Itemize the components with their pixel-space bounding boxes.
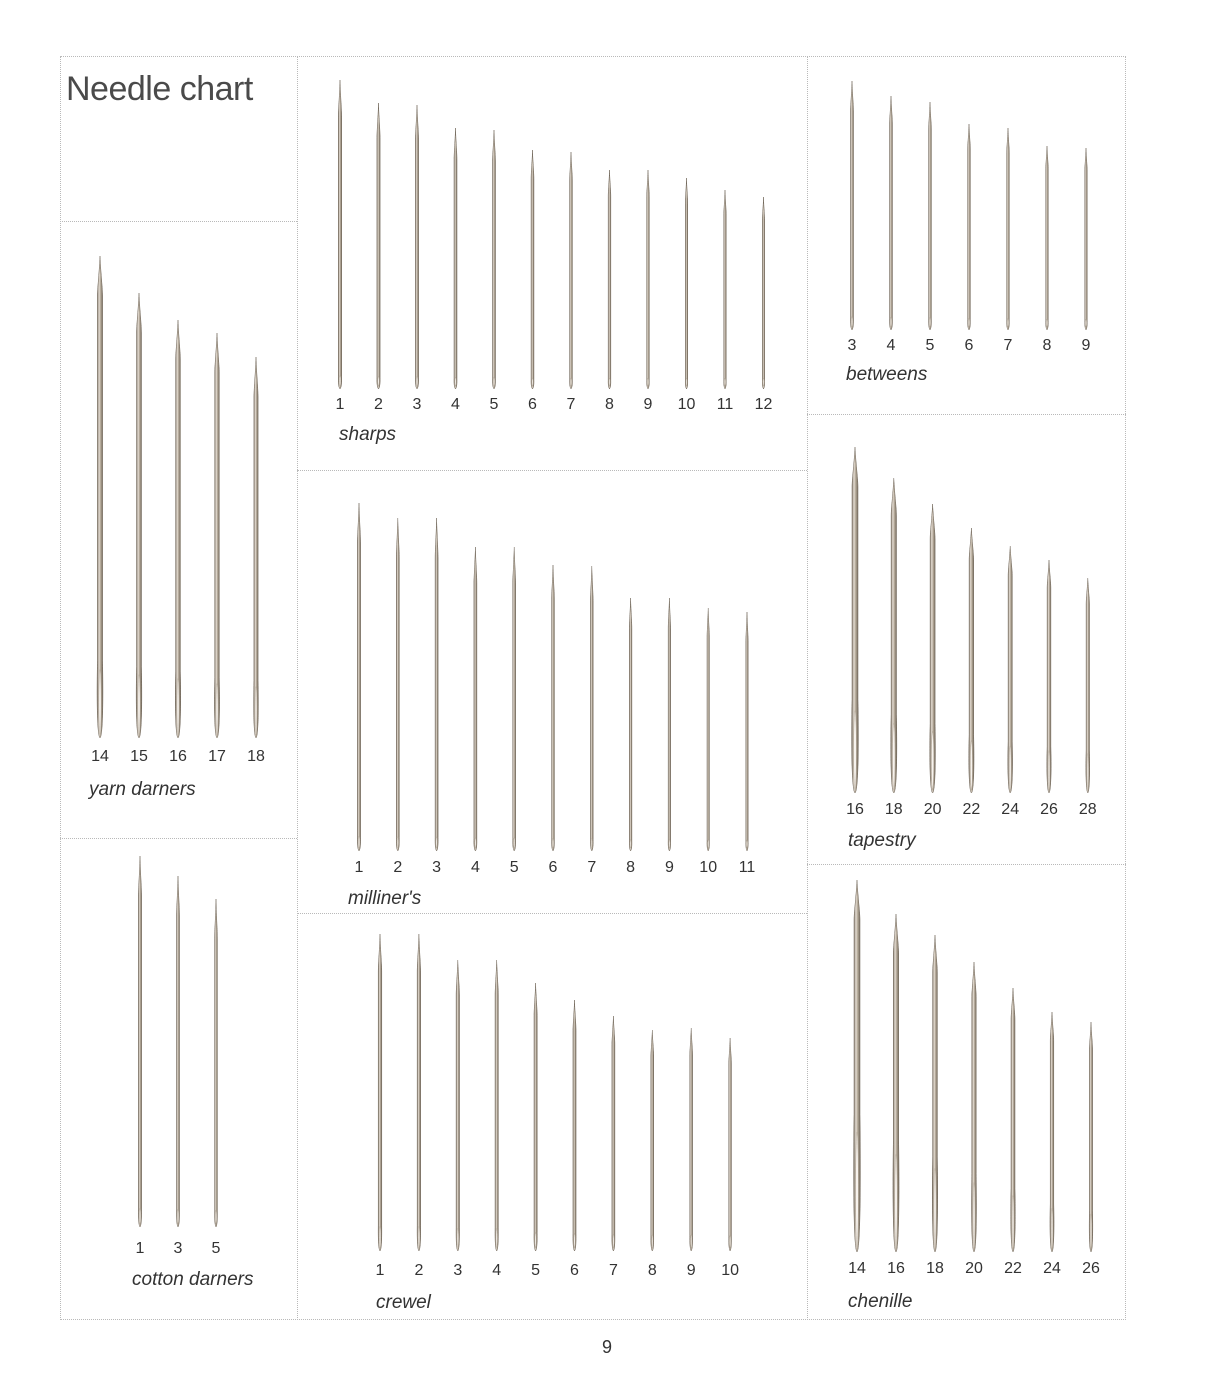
size-label: 3: [173, 1240, 183, 1257]
needle-chenille-20: [972, 962, 977, 1252]
size-label: 7: [608, 1262, 618, 1279]
needle-eye: [856, 1132, 859, 1249]
size-label: 9: [1081, 337, 1091, 354]
size-label: 11: [716, 396, 734, 413]
size-label: 16: [169, 748, 187, 765]
size-label: 5: [211, 1240, 221, 1257]
size-label: 4: [492, 1262, 502, 1279]
size-label: 14: [848, 1260, 866, 1277]
size-label: 7: [587, 859, 597, 876]
size-label: 4: [886, 337, 896, 354]
size-label: 7: [566, 396, 576, 413]
needle-type-label-crewel: crewel: [376, 1292, 431, 1313]
page-number: 9: [601, 1337, 612, 1357]
size-label: 22: [1004, 1260, 1022, 1277]
size-label: 10: [677, 396, 696, 413]
needle-type-label-cotton-darners: cotton darners: [132, 1269, 254, 1290]
size-label: 4: [470, 859, 480, 876]
needle-type-label-milliner-s: milliner's: [348, 888, 422, 909]
size-label: 20: [965, 1260, 983, 1277]
size-label: 3: [453, 1262, 463, 1279]
size-label: 3: [412, 396, 422, 413]
size-label: 6: [964, 337, 974, 354]
needle-chenille-16: [893, 914, 899, 1252]
size-label: 24: [1043, 1260, 1061, 1277]
size-label: 2: [374, 396, 383, 413]
size-label: 16: [887, 1260, 905, 1277]
size-label: 18: [247, 748, 265, 765]
size-label: 6: [570, 1262, 579, 1279]
size-label: 2: [414, 1262, 424, 1279]
size-label: 1: [135, 1240, 145, 1257]
size-label: 14: [91, 748, 109, 765]
size-label: 20: [923, 801, 942, 818]
needle-chenille-24: [1050, 1012, 1054, 1252]
size-label: 7: [1003, 337, 1013, 354]
needle-eye: [973, 1182, 975, 1249]
size-label: 3: [432, 859, 442, 876]
size-label: 1: [335, 396, 345, 413]
needle-eye: [1090, 1214, 1091, 1249]
size-label: 9: [664, 859, 674, 876]
needle-type-label-betweens: betweens: [846, 364, 928, 385]
size-label: 6: [548, 859, 558, 876]
size-label: 5: [489, 396, 499, 413]
size-label: 12: [754, 396, 773, 413]
size-label: 6: [528, 396, 537, 413]
needle-type-label-sharps: sharps: [339, 424, 397, 445]
size-label: 11: [738, 859, 756, 876]
needle-type-label-chenille: chenille: [848, 1291, 913, 1312]
needle-chenille-22: [1011, 988, 1016, 1252]
size-label: 1: [354, 859, 364, 876]
size-label: 8: [647, 1262, 657, 1279]
size-label: 26: [1082, 1260, 1100, 1277]
size-label: 2: [393, 859, 403, 876]
size-label: 1: [375, 1262, 385, 1279]
needle-chenille-14: [854, 880, 861, 1252]
size-label: 18: [884, 801, 903, 818]
size-label: 10: [721, 1262, 739, 1279]
size-label: 8: [605, 396, 614, 413]
size-label: 9: [686, 1262, 696, 1279]
needle-chenille-26: [1089, 1022, 1093, 1252]
needle-eye: [1051, 1208, 1053, 1249]
size-label: 24: [1001, 801, 1020, 818]
size-label: 28: [1078, 801, 1097, 818]
needle-eye: [934, 1168, 936, 1249]
size-label: 10: [699, 859, 718, 876]
size-label: 15: [130, 748, 148, 765]
size-label: 8: [626, 859, 636, 876]
size-label: 5: [509, 859, 519, 876]
page-title: Needle chart: [66, 70, 253, 108]
size-label: 18: [926, 1260, 944, 1277]
needle-eye: [1012, 1195, 1014, 1249]
size-label: 3: [847, 337, 857, 354]
size-label: 26: [1040, 801, 1058, 818]
size-label: 16: [846, 801, 864, 818]
size-label: 5: [925, 337, 935, 354]
needle-type-label-tapestry: tapestry: [848, 830, 916, 851]
size-label: 5: [531, 1262, 541, 1279]
size-label: 17: [208, 748, 226, 765]
size-label: 22: [962, 801, 981, 818]
size-label: 9: [643, 396, 653, 413]
size-label: 8: [1042, 337, 1052, 354]
needle-type-label-yarn-darners: yarn darners: [89, 779, 196, 800]
size-label: 4: [451, 396, 460, 413]
needle-eye: [895, 1154, 897, 1249]
needle-chenille-18: [932, 935, 937, 1252]
